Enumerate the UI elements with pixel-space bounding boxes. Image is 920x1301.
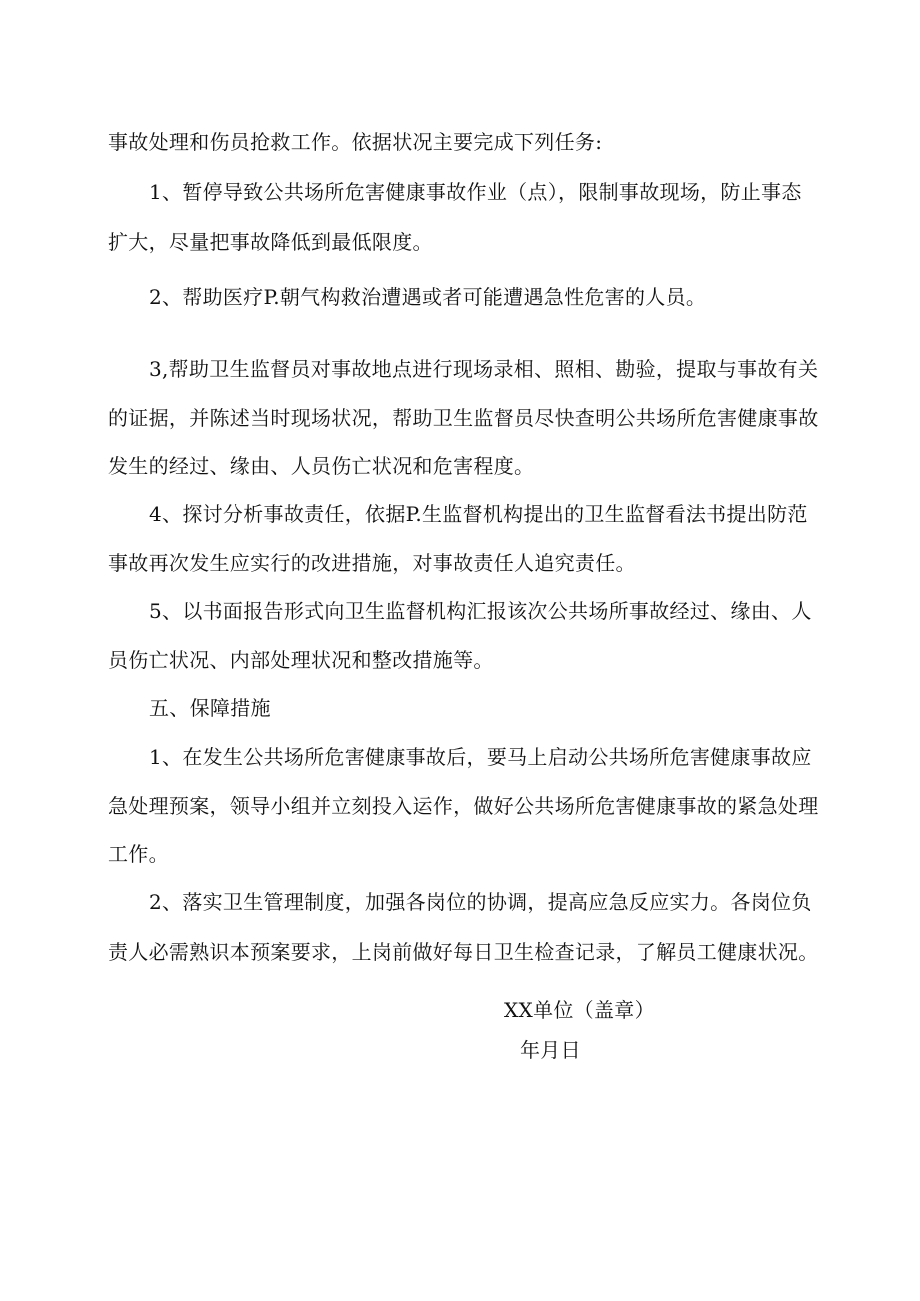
item-1-line-1: 1、暂停导致公共场所危害健康事故作业（点），限制事故现场，防止事态 [149, 180, 802, 204]
item-1-line-2: 扩大，尽量把事故降低到最低限度。 [108, 230, 433, 254]
item-4-line-2: 事故再次发生应实行的改进措施，对事故责任人追究责任。 [108, 551, 636, 575]
item-4-line-1: 4、探讨分析事故责任，依据P.生监督机构提出的卫生监督看法书提出防范 [149, 502, 808, 526]
measure-2-line-2: 责人必需熟识本预案要求，上岗前做好每日卫生检查记录，了解员工健康状况。 [108, 940, 819, 964]
item-3-line-3: 发生的经过、缘由、人员伤亡状况和危害程度。 [108, 454, 535, 478]
measure-1-line-3: 工作。 [108, 842, 169, 866]
measure-1-line-1: 1、在发生公共场所危害健康事故后，要马上启动公共场所危害健康事故应 [149, 745, 812, 769]
measure-2-line-1: 2、落实卫生管理制度，加强各岗位的协调，提高应急反应实力。各岗位负 [149, 890, 812, 914]
measure-1-line-2: 急处理预案，领导小组并立刻投入运作，做好公共场所危害健康事故的紧急处理 [108, 794, 819, 818]
item-3-line-1: 3,帮助卫生监督员对事故地点进行现场录相、照相、勘验，提取与事故有关 [149, 357, 819, 381]
item-5-line-2: 员伤亡状况、内部处理状况和整改措施等。 [108, 648, 494, 672]
date-line: 年月日 [520, 1038, 581, 1062]
item-2-line-1: 2、帮助医疗P.朝气构救治遭遇或者可能遭遇急性危害的人员。 [149, 285, 707, 309]
signature-line: XX单位（盖章） [504, 998, 655, 1022]
item-3-line-2: 的证据，并陈述当时现场状况，帮助卫生监督员尽快查明公共场所危害健康事故 [108, 406, 819, 430]
item-5-line-1: 5、以书面报告形式向卫生监督机构汇报该次公共场所事故经过、缘由、人 [149, 599, 812, 623]
paragraph-intro-line-1: 事故处理和伤员抢救工作。依据状况主要完成下列任务: [108, 130, 603, 154]
section-heading-safeguards: 五、保障措施 [149, 696, 271, 720]
